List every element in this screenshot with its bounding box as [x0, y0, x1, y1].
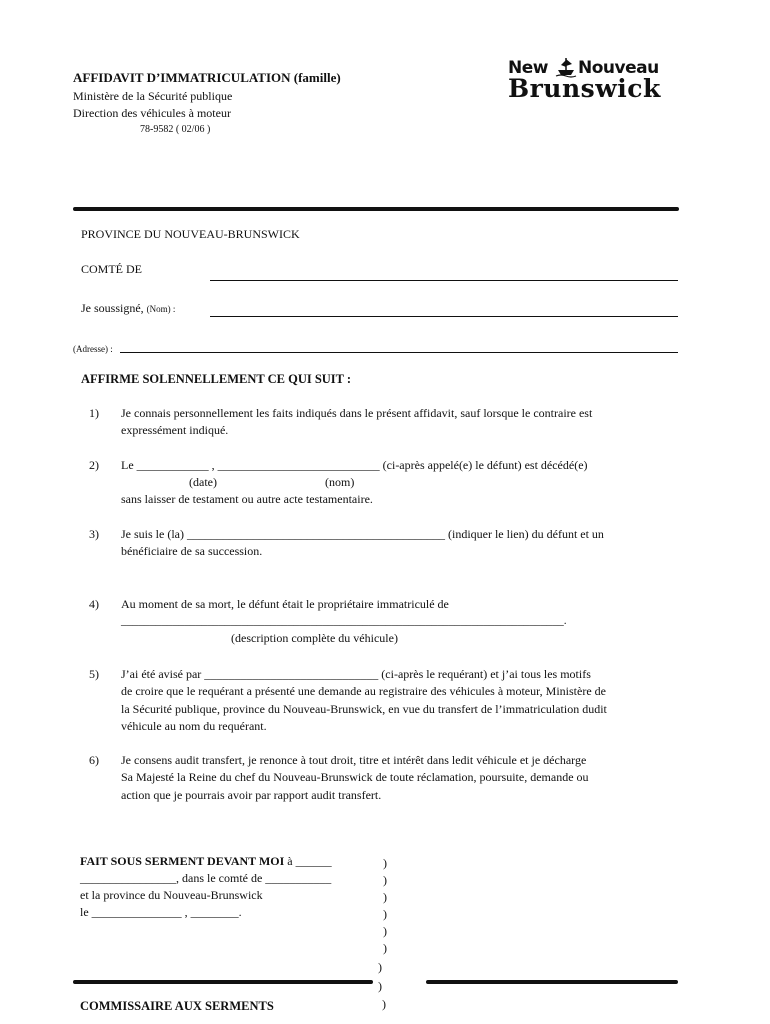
item-number: 2)	[89, 458, 99, 472]
county-label: COMTÉ DE	[81, 262, 142, 276]
item-number: 4)	[89, 597, 99, 611]
item-line: Je suis le (la) ___________________________________________ (indiquer le lien) du défunt et un	[121, 527, 604, 541]
sworn-line: ________________, dans le comté de ___________	[80, 871, 332, 885]
form-title: AFFIDAVIT D’IMMATRICULATION (famille)	[73, 70, 341, 85]
item-line: _____________________________________________________________________________.	[121, 615, 567, 627]
logo-nouveau: Nouveau	[578, 58, 659, 78]
item-line: Le ____________ , ___________________________ (ci-après appelé(e) le défunt) est décédé(e)	[121, 458, 588, 472]
item-number: 5)	[89, 667, 99, 681]
item-line: la Sécurité publique, province du Nouveau-Brunswick, en vue du transfert de l’immatriculation dudit	[121, 702, 607, 716]
date-hint: (date)	[189, 475, 217, 489]
item-number: 3)	[89, 527, 99, 541]
paren: )	[378, 979, 382, 993]
item-line: action que je pourrais avoir par rapport audit transfert.	[121, 788, 382, 802]
paren: )	[383, 890, 387, 904]
item-number: 1)	[89, 406, 99, 420]
commissioner-label: COMMISSAIRE AUX SERMENTS	[80, 999, 274, 1013]
item-line: expressément indiqué.	[121, 423, 229, 437]
name-field[interactable]	[210, 316, 678, 317]
county-field[interactable]	[210, 280, 678, 281]
nb-logo	[508, 56, 668, 104]
paren: )	[383, 907, 387, 921]
vehicle-hint: (description complète du véhicule)	[231, 631, 398, 645]
undersigned-label	[81, 300, 175, 318]
item-line: Au moment de sa mort, le défunt était le propriétaire immatriculé de	[121, 597, 449, 611]
direction-name: Direction des véhicules à moteur	[73, 106, 231, 120]
sworn-heading: FAIT SOUS SERMENT DEVANT MOI	[80, 854, 285, 868]
commissioner-signature-line[interactable]	[73, 980, 373, 984]
sworn-line: le _______________ , ________.	[80, 905, 242, 919]
paren: )	[382, 997, 386, 1011]
form-number: 78-9582 ( 02/06 )	[140, 124, 211, 135]
item-line: de croire que le requérant a présenté une demande au registraire des véhicules à moteur, Ministère de	[121, 684, 606, 698]
paren: )	[383, 873, 387, 887]
name-hint: (Nom) :	[146, 304, 176, 314]
item-line: Sa Majesté la Reine du chef du Nouveau-Brunswick de toute réclamation, poursuite, demande ou	[121, 770, 589, 784]
logo-new: New	[508, 58, 548, 78]
name-hint-2: (nom)	[325, 475, 355, 489]
sworn-heading-tail: à ______	[284, 854, 332, 868]
item-line: Je consens audit transfert, je renonce à tout droit, titre et intérêt dans ledit véhicule et je décharge	[121, 753, 587, 767]
item-line: véhicule au nom du requérant.	[121, 719, 267, 733]
province-label: PROVINCE DU NOUVEAU-BRUNSWICK	[81, 227, 300, 241]
sworn-line: et la province du Nouveau-Brunswick	[80, 888, 263, 902]
sworn-heading-line	[80, 853, 332, 870]
item-line: sans laisser de testament ou autre acte testamentaire.	[121, 492, 373, 506]
item-line: Je connais personnellement les faits indiqués dans le présent affidavit, sauf lorsque le contraire est	[121, 406, 593, 420]
item-line: bénéficiaire de sa succession.	[121, 544, 263, 558]
logo-brunswick: Brunswick	[508, 74, 661, 103]
item-line: J’ai été avisé par _____________________________ (ci-après le requérant) et j’ai tous les motifs	[121, 667, 591, 681]
paren: )	[378, 960, 382, 974]
ministry-name: Ministère de la Sécurité publique	[73, 89, 233, 103]
address-label: (Adresse) :	[73, 344, 113, 354]
item-number: 6)	[89, 753, 99, 767]
undersigned-text: Je soussigné,	[81, 301, 144, 315]
header-divider	[73, 207, 679, 211]
paren: )	[383, 941, 387, 955]
paren: )	[383, 924, 387, 938]
affirm-heading: AFFIRME SOLENNELLEMENT CE QUI SUIT :	[81, 372, 352, 386]
address-field[interactable]	[120, 352, 678, 353]
paren: )	[383, 856, 387, 870]
deponent-signature-line[interactable]	[426, 980, 678, 984]
